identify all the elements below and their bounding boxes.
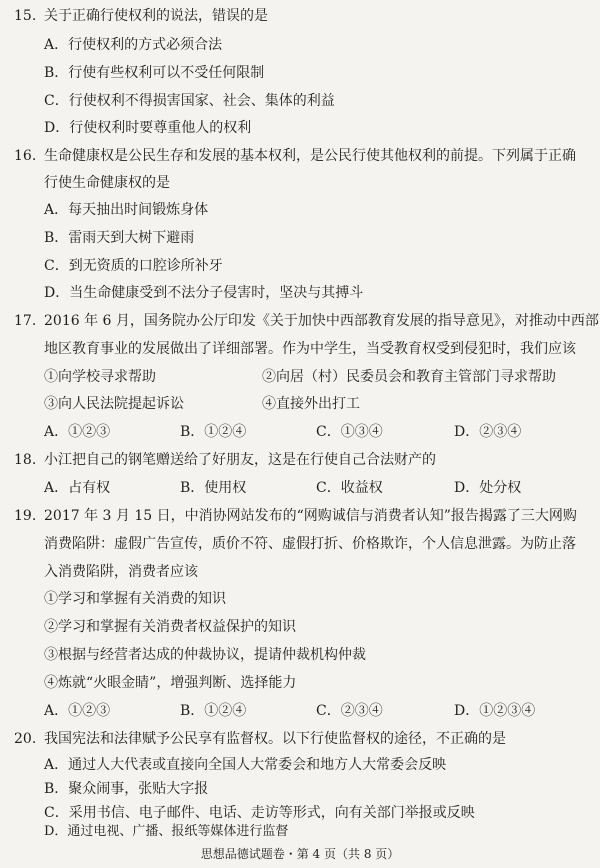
q17-item-1: ①向学校寻求帮助 bbox=[44, 369, 156, 385]
q19-item-4: ④炼就“火眼金睛”，增强判断、选择能力 bbox=[44, 675, 297, 691]
q17-option-c: C．①③④ bbox=[316, 424, 383, 440]
q18-option-b: B．使用权 bbox=[180, 480, 247, 496]
q15-option-a: A．行使权利的方式必须合法 bbox=[44, 37, 223, 53]
q20-option-d: D．通过电视、广播、报纸等媒体进行监督 bbox=[44, 824, 289, 839]
q15-option-b: B．行使有些权利可以不受任何限制 bbox=[44, 65, 265, 81]
question-19-stem-cont-2: 入消费陷阱，消费者应该 bbox=[44, 564, 198, 580]
q18-option-d: D．处分权 bbox=[454, 480, 522, 496]
question-15-stem: 15. 关于正确行使权利的说法，错误的是 bbox=[14, 8, 268, 24]
q16-option-a: A．每天抽出时间锻炼身体 bbox=[44, 202, 209, 218]
page-footer: 思想品德试题卷・第 4 页（共 8 页） bbox=[200, 847, 400, 861]
question-number: 19. bbox=[14, 508, 37, 524]
q15-option-c: C．行使权利不得损害国家、社会、集体的利益 bbox=[44, 93, 335, 109]
q19-option-c: C．②③④ bbox=[316, 703, 383, 719]
question-number: 17. bbox=[14, 313, 37, 329]
question-16-stem-cont: 行使生命健康权的是 bbox=[44, 175, 170, 191]
q19-item-1: ①学习和掌握有关消费的知识 bbox=[44, 591, 226, 607]
q17-item-2: ②向居（村）民委员会和教育主管部门寻求帮助 bbox=[262, 369, 556, 385]
q18-option-c: C．收益权 bbox=[316, 480, 383, 496]
question-number: 20. bbox=[14, 731, 37, 747]
q17-option-a: A．①②③ bbox=[44, 424, 111, 440]
question-number: 18. bbox=[14, 452, 37, 468]
q19-option-d: D．①②③④ bbox=[454, 703, 536, 719]
question-number: 15. bbox=[14, 8, 37, 24]
question-19-stem-cont-1: 消费陷阱：虚假广告宣传，质价不符、虚假打折、价格欺诈，个人信息泄露。为防止落 bbox=[44, 536, 576, 552]
q18-option-a: A．占有权 bbox=[44, 480, 111, 496]
question-number: 16. bbox=[14, 148, 37, 164]
q17-item-4: ④直接外出打工 bbox=[262, 396, 360, 412]
q15-option-d: D．行使权利时要尊重他人的权利 bbox=[44, 120, 252, 136]
q16-option-d: D．当生命健康受到不法分子侵害时，坚决与其搏斗 bbox=[44, 285, 364, 301]
q17-item-3: ③向人民法院提起诉讼 bbox=[44, 396, 184, 412]
question-18-stem: 18. 小江把自己的钢笔赠送给了好朋友，这是在行使自己合法财产的 bbox=[14, 452, 436, 468]
q20-option-c: C．采用书信、电子邮件、电话、走访等形式，向有关部门举报或反映 bbox=[44, 805, 475, 821]
q17-option-d: D．②③④ bbox=[454, 424, 522, 440]
question-17-stem: 17. 2016 年 6 月，国务院办公厅印发《关于加快中西部教育发展的指导意见》，对推动中西部 bbox=[14, 313, 599, 329]
q19-item-2: ②学习和掌握有关消费者权益保护的知识 bbox=[44, 619, 296, 635]
question-16-stem: 16. 生命健康权是公民生存和发展的基本权利，是公民行使其他权利的前提。下列属于正确 bbox=[14, 148, 576, 164]
q19-option-a: A．①②③ bbox=[44, 703, 111, 719]
q16-option-c: C．到无资质的口腔诊所补牙 bbox=[44, 258, 223, 274]
question-19-stem: 19. 2017 年 3 月 15 日，中消协网站发布的“网购诚信与消费者认知”报告揭露了三大网购 bbox=[14, 508, 577, 524]
q19-option-b: B．①②④ bbox=[180, 703, 247, 719]
question-17-stem-cont: 地区教育事业的发展做出了详细部署。作为中学生，当受教育权受到侵犯时，我们应该 bbox=[44, 341, 576, 357]
q20-option-a: A．通过人大代表或直接向全国人大常委会和地方人大常委会反映 bbox=[44, 757, 447, 773]
q17-option-b: B．①②④ bbox=[180, 424, 247, 440]
q19-item-3: ③根据与经营者达成的仲裁协议，提请仲裁机构仲裁 bbox=[44, 647, 366, 663]
question-20-stem: 20. 我国宪法和法律赋予公民享有监督权。以下行使监督权的途径，不正确的是 bbox=[14, 731, 506, 747]
q16-option-b: B．雷雨天到大树下避雨 bbox=[44, 230, 195, 246]
q20-option-b: B．聚众闹事，张贴大字报 bbox=[44, 781, 209, 797]
